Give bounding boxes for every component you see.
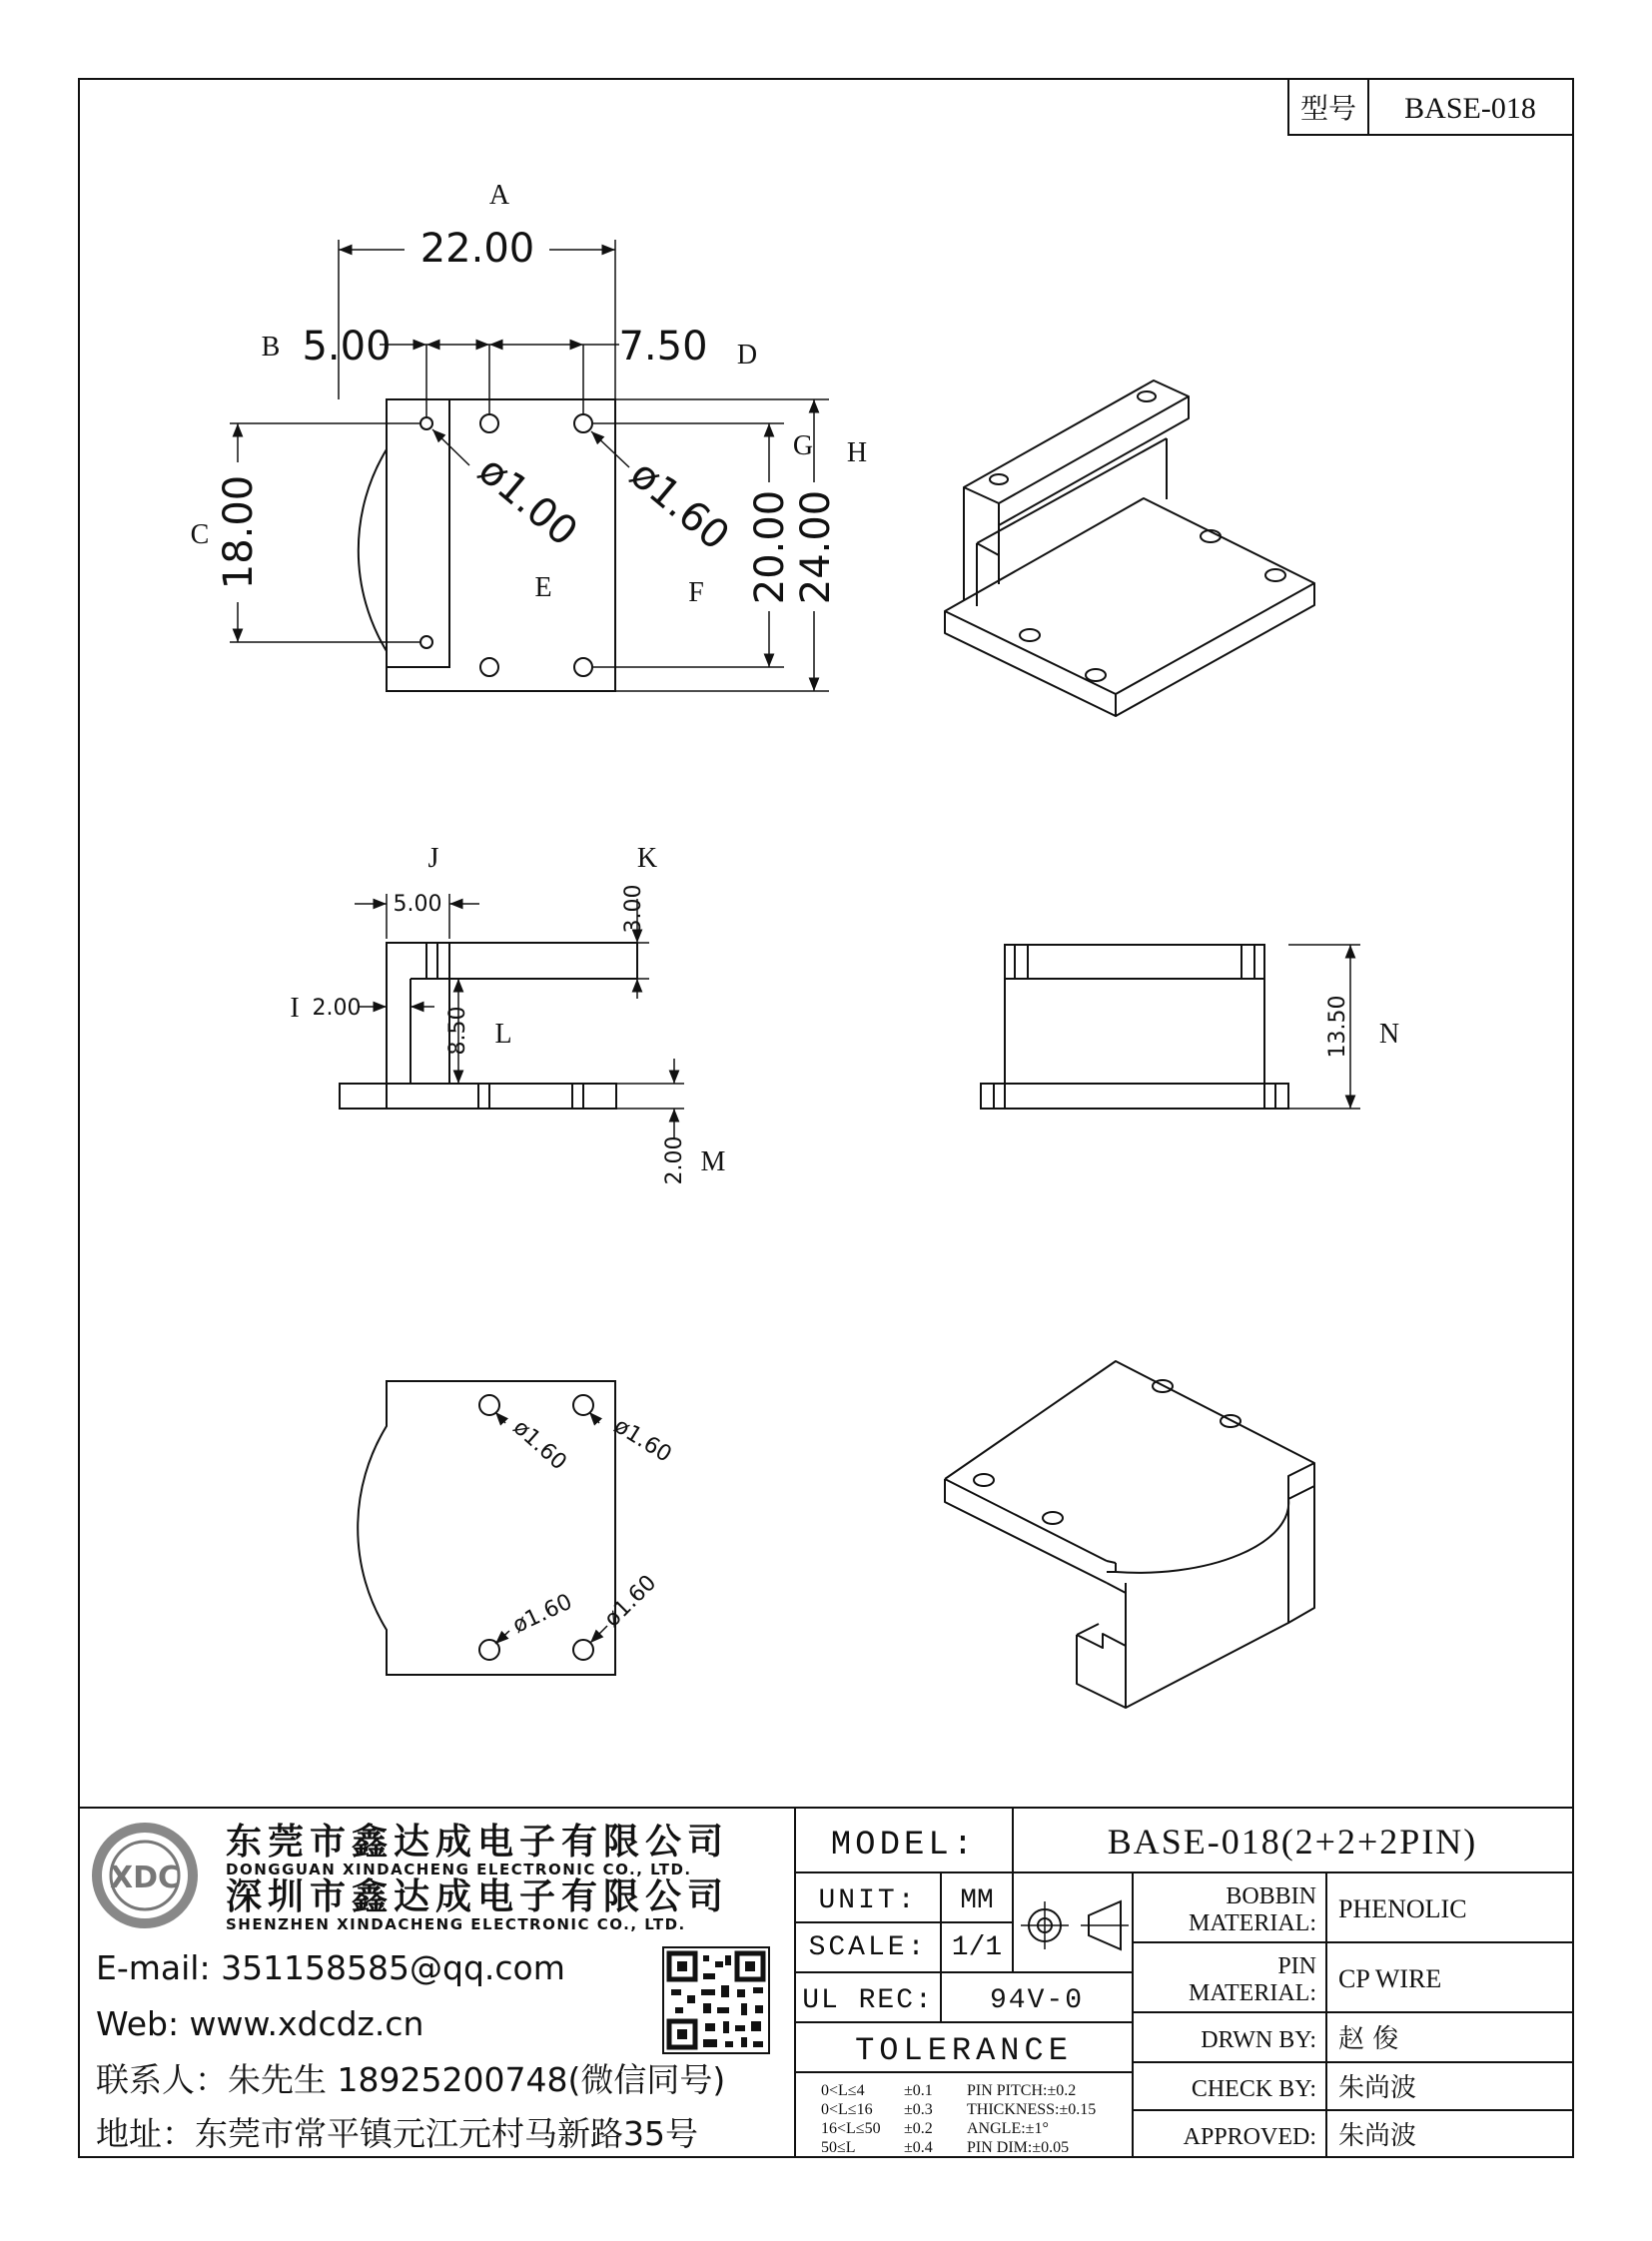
model-label: MODEL: bbox=[830, 1827, 978, 1865]
dim-top-thickness: 3.00 bbox=[621, 884, 646, 934]
label-E: E bbox=[534, 572, 552, 603]
contact-address: 地址：东莞市常平镇元江元村马新路35号 bbox=[96, 2114, 698, 2153]
tol-value-4: ±0.4 bbox=[904, 2139, 933, 2156]
bobbin-value: PHENOLIC bbox=[1338, 1894, 1467, 1923]
top-hole-large-3 bbox=[480, 658, 498, 676]
company-sz-en: SHENZHEN XINDACHENG ELECTRONIC CO., LTD. bbox=[226, 1915, 686, 1933]
company-logo bbox=[97, 1828, 193, 1923]
front-view bbox=[981, 945, 1360, 1109]
dim-height-pins: 20.00 bbox=[747, 489, 793, 605]
logo-text: XDC bbox=[109, 1861, 181, 1895]
dim-height-inner: 18.00 bbox=[216, 474, 262, 590]
bottom-hole-label-2: ø1.60 bbox=[609, 1413, 676, 1468]
tol-spec-2: THICKNESS:±0.15 bbox=[967, 2101, 1097, 2118]
drawn-value: 赵 俊 bbox=[1338, 2024, 1399, 2054]
label-K: K bbox=[636, 843, 658, 874]
drawn-label: DRWN BY: bbox=[1201, 2027, 1316, 2053]
dim-top-width: 5.00 bbox=[393, 892, 442, 917]
dim-height-total: 24.00 bbox=[793, 489, 839, 605]
top-hole-large-4 bbox=[574, 658, 592, 676]
tol-value-1: ±0.1 bbox=[904, 2082, 933, 2099]
label-B: B bbox=[261, 332, 281, 363]
bottom-hole-label-1: ø1.60 bbox=[507, 1414, 571, 1476]
isometric-top bbox=[945, 380, 1314, 716]
bottom-view-labels bbox=[508, 1413, 676, 1638]
hole-label-large: ø1.60 bbox=[621, 450, 738, 560]
tol-range-4: 50≤L bbox=[821, 2139, 856, 2156]
label-C: C bbox=[190, 519, 210, 550]
model-value: BASE-018(2+2+2PIN) bbox=[1107, 1822, 1478, 1862]
header-model-value: BASE-018 bbox=[1404, 92, 1536, 125]
bottom-hole-label-4: ø1.60 bbox=[599, 1570, 662, 1633]
dim-front-height: 13.50 bbox=[1325, 995, 1350, 1059]
top-view-labels bbox=[191, 180, 867, 608]
dim-width-total: 22.00 bbox=[419, 226, 535, 272]
label-A: A bbox=[488, 180, 510, 211]
unit-label: UNIT: bbox=[818, 1885, 918, 1916]
qr-code bbox=[663, 1947, 769, 2053]
tol-spec-3: ANGLE:±1° bbox=[967, 2120, 1049, 2137]
company-dg-cn: 东莞市鑫达成电子有限公司 bbox=[226, 1822, 730, 1863]
approved-label: APPROVED: bbox=[1183, 2124, 1316, 2150]
tolerance-label: TOLERANCE bbox=[855, 2032, 1073, 2069]
bottom-hole-label-3: ø1.60 bbox=[508, 1589, 576, 1639]
label-F: F bbox=[688, 577, 704, 608]
dim-offset-left: 5.00 bbox=[302, 324, 392, 370]
hole-label-small: ø1.00 bbox=[469, 446, 586, 556]
dim-pitch-right: 7.50 bbox=[618, 324, 708, 370]
top-hole-small-2 bbox=[420, 636, 432, 648]
header-model-label: 型号 bbox=[1299, 92, 1357, 125]
isometric-bottom bbox=[945, 1361, 1314, 1708]
dim-base: 2.00 bbox=[662, 1135, 687, 1185]
contact-email: E-mail: 351158585@qq.com bbox=[96, 1948, 565, 1987]
tol-spec-1: PIN PITCH:±0.2 bbox=[967, 2082, 1077, 2099]
top-hole-large-1 bbox=[480, 414, 498, 432]
bobbin-label-line1: BOBBIN bbox=[1226, 1883, 1316, 1909]
check-label: CHECK BY: bbox=[1191, 2076, 1316, 2102]
side-view-labels bbox=[290, 843, 725, 1184]
company-dg-en: DONGGUAN XINDACHENG ELECTRONIC CO., LTD. bbox=[226, 1861, 692, 1878]
approved-value: 朱尚波 bbox=[1338, 2121, 1417, 2151]
top-hole-small-1 bbox=[420, 417, 432, 429]
label-N: N bbox=[1378, 1019, 1400, 1050]
unit-value: MM bbox=[960, 1885, 994, 1916]
dim-slot: 8.50 bbox=[445, 1006, 470, 1056]
label-G: G bbox=[792, 430, 814, 461]
scale-value: 1/1 bbox=[951, 1932, 1003, 1963]
company-sz-cn: 深圳市鑫达成电子有限公司 bbox=[226, 1876, 730, 1917]
check-value: 朱尚波 bbox=[1338, 2073, 1417, 2103]
label-J: J bbox=[427, 843, 439, 874]
tol-range-2: 0<L≤16 bbox=[821, 2101, 873, 2118]
label-L: L bbox=[494, 1019, 512, 1050]
pin-value: CP WIRE bbox=[1338, 1964, 1442, 1993]
pin-label-line1: PIN bbox=[1277, 1953, 1316, 1979]
label-H: H bbox=[846, 437, 868, 468]
top-view bbox=[230, 240, 829, 691]
tol-range-1: 0<L≤4 bbox=[821, 2082, 865, 2099]
tol-range-3: 16<L≤50 bbox=[821, 2120, 881, 2137]
top-hole-large-2 bbox=[574, 414, 592, 432]
ul-value: 94V-0 bbox=[989, 1985, 1085, 2016]
ul-label: UL REC: bbox=[802, 1985, 934, 2016]
dim-wall: 2.00 bbox=[312, 996, 362, 1021]
tol-spec-4: PIN DIM:±0.05 bbox=[967, 2139, 1070, 2156]
header-model-box bbox=[1288, 79, 1573, 135]
pin-label-line2: MATERIAL: bbox=[1189, 1980, 1316, 2006]
scale-label: SCALE: bbox=[808, 1932, 928, 1963]
label-M: M bbox=[700, 1146, 726, 1177]
tol-value-3: ±0.2 bbox=[904, 2120, 933, 2137]
label-I: I bbox=[290, 993, 300, 1024]
bottom-view bbox=[358, 1381, 615, 1675]
label-D: D bbox=[736, 340, 758, 371]
contact-person: 联系人：朱先生 18925200748(微信同号) bbox=[96, 2060, 726, 2099]
bobbin-label-line2: MATERIAL: bbox=[1189, 1910, 1316, 1936]
tol-value-2: ±0.3 bbox=[904, 2101, 933, 2118]
contact-web: Web: www.xdcdz.cn bbox=[96, 2004, 424, 2043]
